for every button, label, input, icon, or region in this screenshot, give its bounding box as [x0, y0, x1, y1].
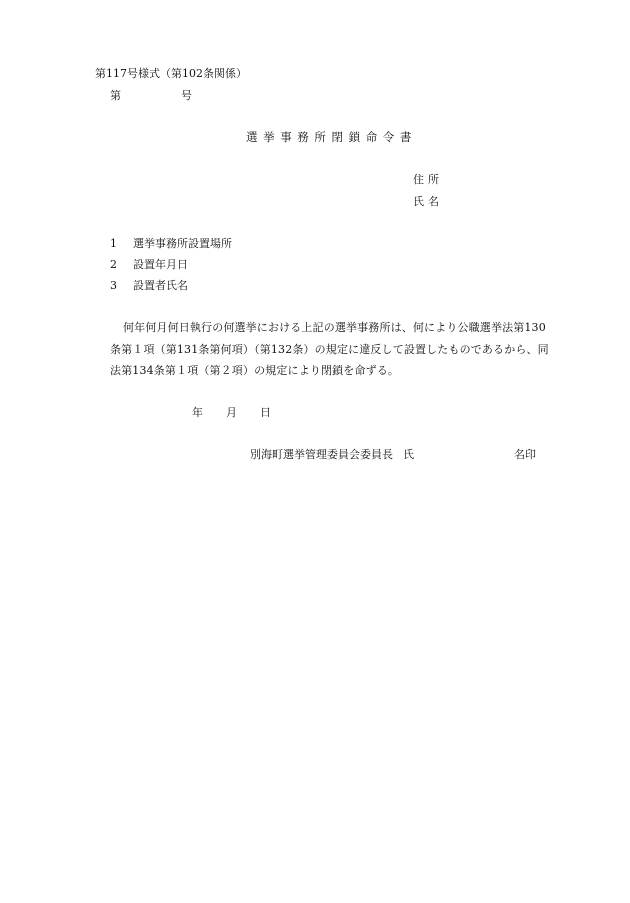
item-label: 選挙事務所設置場所	[133, 237, 232, 250]
form-label: 第117号様式（第102条関係）	[95, 67, 247, 80]
seal-label: 名印	[514, 448, 536, 461]
issuer-title: 別海町選挙管理委員会委員長	[250, 448, 393, 461]
item-number: 2	[110, 258, 117, 271]
document-title: 選挙事務所閉鎖命令書	[246, 130, 417, 144]
date-line	[192, 405, 271, 420]
date-month: 月	[226, 406, 237, 419]
item-label: 設置年月日	[133, 258, 188, 271]
date-day: 日	[260, 406, 271, 419]
number-prefix: 第	[110, 89, 121, 102]
date-year: 年	[192, 406, 203, 419]
item-number: 1	[110, 237, 117, 250]
list-item	[110, 278, 188, 293]
body-text-line: 何年何月何日執行の何選挙における上記の選挙事務所は、何により公職選挙法第130	[123, 321, 546, 334]
item-label: 設置者氏名	[133, 279, 188, 292]
body-text-line: 法第134条第１項（第２項）の規定により閉鎖を命ずる。	[110, 364, 400, 377]
number-suffix: 号	[181, 89, 192, 102]
name-label: 氏名	[413, 195, 443, 208]
address-label: 住所	[413, 173, 443, 186]
list-item	[110, 257, 188, 272]
document-number	[110, 88, 192, 103]
list-item	[110, 236, 232, 251]
surname-mark: 氏	[403, 448, 414, 461]
body-text-line: 条第１項（第131条第何項）（第132条）の規定に違反して設置したものであるから、同	[110, 343, 549, 356]
signature-line	[250, 447, 536, 462]
item-number: 3	[110, 279, 117, 292]
